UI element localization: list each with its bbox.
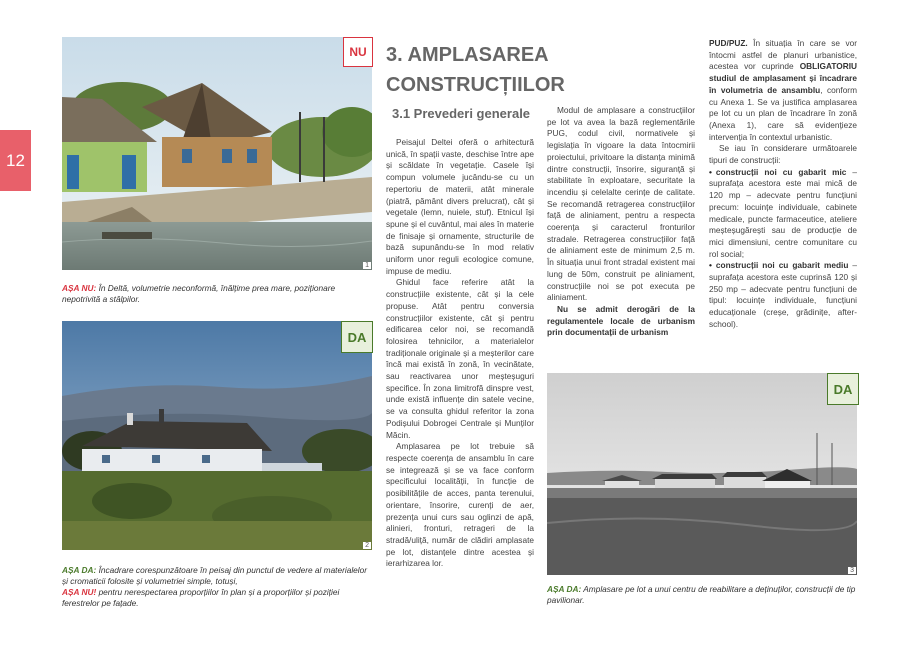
caption-photo-2 <box>62 565 374 609</box>
photo-delta-houses <box>62 37 372 270</box>
caption-label: AȘA NU! <box>62 587 97 597</box>
page-title <box>386 40 565 100</box>
photo-number: 3 <box>850 567 854 574</box>
caption-label: AȘA NU: <box>62 283 97 293</box>
paragraph: Modul de amplasare a construcțiilor pe lot va avea la bază reglementările PUG, codul civil, normativele și legislația în vigoare la data întocmirii proiectului, privitoare la distanța minimă dintre construcții, însorire, siguranță și stabilitate în exploatare, securitate la incendiu și celelalte cerințe de calitate. Se recomandă retragerea construcțiilor față de aliniament, pentru a respecta coerența și caracterul fronturilor stradale. Retragerea construcțiilor față de aliniament este de minimum 2,5 m. În situația unui front stradal existent mai lung de 50m, construit pe aliniament, construcțiile noi se pot executa pe aliniament. <box>547 105 695 303</box>
caption-photo-1 <box>62 283 374 305</box>
paragraph: Se iau în considerare următoarele tipuri de construcții: <box>709 143 857 166</box>
text-column-1 <box>386 137 534 570</box>
bullet-item <box>709 260 857 330</box>
caption-text: pentru nerespectarea proporțiilor în plan și a proporțiilor și poziției ferestrelor pe fațade. <box>62 587 340 608</box>
caption-label: AȘA DA: <box>62 565 97 575</box>
page-number: 12 <box>0 130 31 191</box>
title-line: 3. AMPLASAREA <box>386 44 549 66</box>
text-run: – suprafața acestora este cuprinsă 120 și 250 mp – adecvate pentru funcțiuni de tipul: locuințe individuale, funcțiuni educaționale (creșe, grădinițe, after-school). <box>709 260 858 329</box>
text-run: În situația în care se vor întocmi astfel de planuri urbanistice, acestea vor cuprinde <box>709 38 857 72</box>
text-column-2 <box>547 105 695 339</box>
tag-da: DA <box>827 373 859 405</box>
caption-label: AȘA DA: <box>547 584 582 594</box>
photo-landscape-house <box>62 321 372 550</box>
bold-text: construcții noi cu gabarit mediu <box>715 260 849 271</box>
tag-nu: NU <box>343 37 373 67</box>
bold-text: OBLIGATORIU studiul de amplasament și încadrare în volumetria de ansamblu <box>709 61 857 95</box>
paragraph: Amplasarea pe lot trebuie să respecte coerența de ansamblu în care se integrează și se va face conform specificului localității, în funcție de posibilitățile de acces, panta terenului, orientare, însorire, curenți de aer, prezența unui curs sau oglinzi de apă, alinieri, fronturi, retrageri de la stradă/uliță, număr de clădiri amplasate pe lot, distanțele dintre acestea și ierarhizarea lor. <box>386 441 534 569</box>
section-subtitle: 3.1 Prevederi generale <box>392 106 531 121</box>
paragraph <box>547 304 695 339</box>
bold-text: Nu se admit derogări de la regulamentele locale de urbanism prin documentații de urbanism <box>547 303 695 338</box>
paragraph <box>709 38 857 143</box>
caption-text: În Deltă, volumetrie neconformă, înălțime prea mare, poziționare nepotrivită a stâlpilor. <box>62 283 336 304</box>
photo-number: 1 <box>365 262 369 269</box>
photo-pavilions <box>547 373 857 575</box>
title-line: CONSTRUCȚIILOR <box>386 74 565 96</box>
bold-text: construcții noi cu gabarit mic <box>715 166 847 177</box>
caption-text: Amplasare pe lot a unui centru de reabilitare a deținuților, construcții de tip pavilionar. <box>547 584 856 605</box>
tag-da: DA <box>341 321 373 353</box>
bold-text: PUD/PUZ. <box>709 38 748 48</box>
bullet-item <box>709 167 857 261</box>
text-column-3 <box>709 38 857 331</box>
paragraph: Ghidul face referire atât la construcțiile existente, cât și la cele propuse. Atât pentru conversia construcțiilor existente, cât și pentru edificarea celor noi, se recomandă folosirea tehnicilor, a materialelor tradiționale originale și a meșterilor care încă mai există în zonă, în vecinătate, sau reactivarea unor meșteșuguri specifice. În zona limitrofă dinspre vest, unde există influențe din satele vecine, se va consulta ghidul referitor la zona Podișului Dobrogei Centrale și Munților Măcin. <box>386 277 534 440</box>
text-run: – suprafața acestora este mai mică de 120 mp – adecvate pentru funcțiuni precum: locuințe individuale, cabinete medicale, puncte farmaceutice, ateliere meșteșugărești sau de producție de mici dimensiuni, centre comunitare cu rol social; <box>709 166 858 259</box>
paragraph: Peisajul Deltei oferă o arhitectură unică, în spații vaste, deschise între ape și scăldate în vegetație. Casele își compun volumele jucându-se cu un repertoriu de materii, atât minerale (piatră, pământ divers prelucrat), cât și vegetale (lemn, nuiele, stuf). Etnicul își spune și el cuvântul, mai ales în materie de finisaje și ornamente, structurile de bază supunându-se în mod relativ uniform unor reguli ecologice comune, impuse de mediu. <box>386 137 534 276</box>
caption-photo-3 <box>547 584 859 606</box>
photo-number: 2 <box>365 542 369 549</box>
caption-text: Încadrare corespunzătoare în peisaj din punctul de vedere al materialelor și cromaticii folosite și volumetriei simple, totuși, <box>62 565 367 586</box>
text-run: , conform cu Anexa 1. Se va justifica amplasarea pe lot cu un plan de încadrare în zonă (Anexa 1), care să evidențieze intervenția în contextul urbanistic. <box>709 84 857 142</box>
